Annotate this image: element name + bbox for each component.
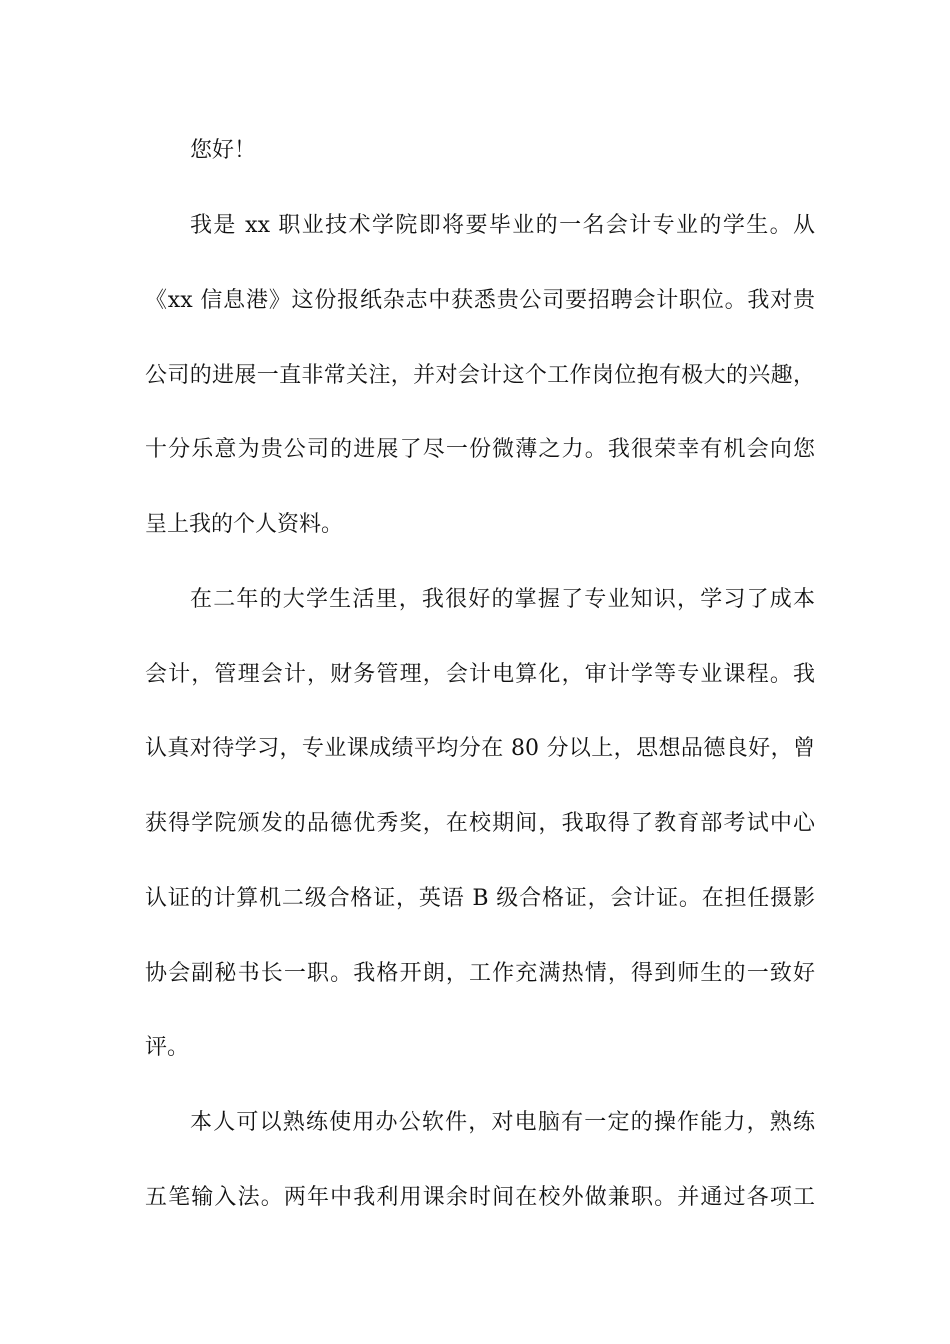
paragraph-2-line-1: 在二年的大学生活里，我很好的掌握了专业知识，学习了成本 [190, 587, 815, 612]
paragraph-2-line-6: 协会副秘书长一职。我格开朗，工作充满热情，得到师生的一致好 [145, 961, 815, 986]
paragraph-2-line-5: 认证的计算机二级合格证，英语 B 级合格证，会计证。在担任摄影 [145, 886, 815, 911]
greeting-line: 您好！ [190, 138, 257, 163]
paragraph-1-line-4: 十分乐意为贵公司的进展了尽一份微薄之力。我很荣幸有机会向您 [145, 437, 815, 462]
paragraph-2-line-3: 认真对待学习，专业课成绩平均分在 80 分以上，思想品德良好，曾 [145, 736, 815, 761]
paragraph-2-line-4: 获得学院颁发的品德优秀奖，在校期间，我取得了教育部考试中心 [145, 811, 815, 836]
paragraph-1-line-5: 呈上我的个人资料。 [145, 512, 344, 537]
paragraph-1-line-1: 我是 xx 职业技术学院即将要毕业的一名会计专业的学生。从 [190, 213, 815, 238]
paragraph-3-line-1: 本人可以熟练使用办公软件，对电脑有一定的操作能力，熟练 [190, 1110, 815, 1135]
paragraph-3-line-2: 五笔输入法。两年中我利用课余时间在校外做兼职。并通过各项工 [145, 1185, 815, 1210]
paragraph-2-line-2: 会计，管理会计，财务管理，会计电算化，审计学等专业课程。我 [145, 662, 815, 687]
paragraph-1-line-2: 《xx 信息港》这份报纸杂志中获悉贵公司要招聘会计职位。我对贵 [145, 288, 815, 313]
paragraph-2-line-7: 评。 [145, 1035, 190, 1060]
paragraph-1-line-3: 公司的进展一直非常关注，并对会计这个工作岗位抱有极大的兴趣， [145, 363, 815, 388]
